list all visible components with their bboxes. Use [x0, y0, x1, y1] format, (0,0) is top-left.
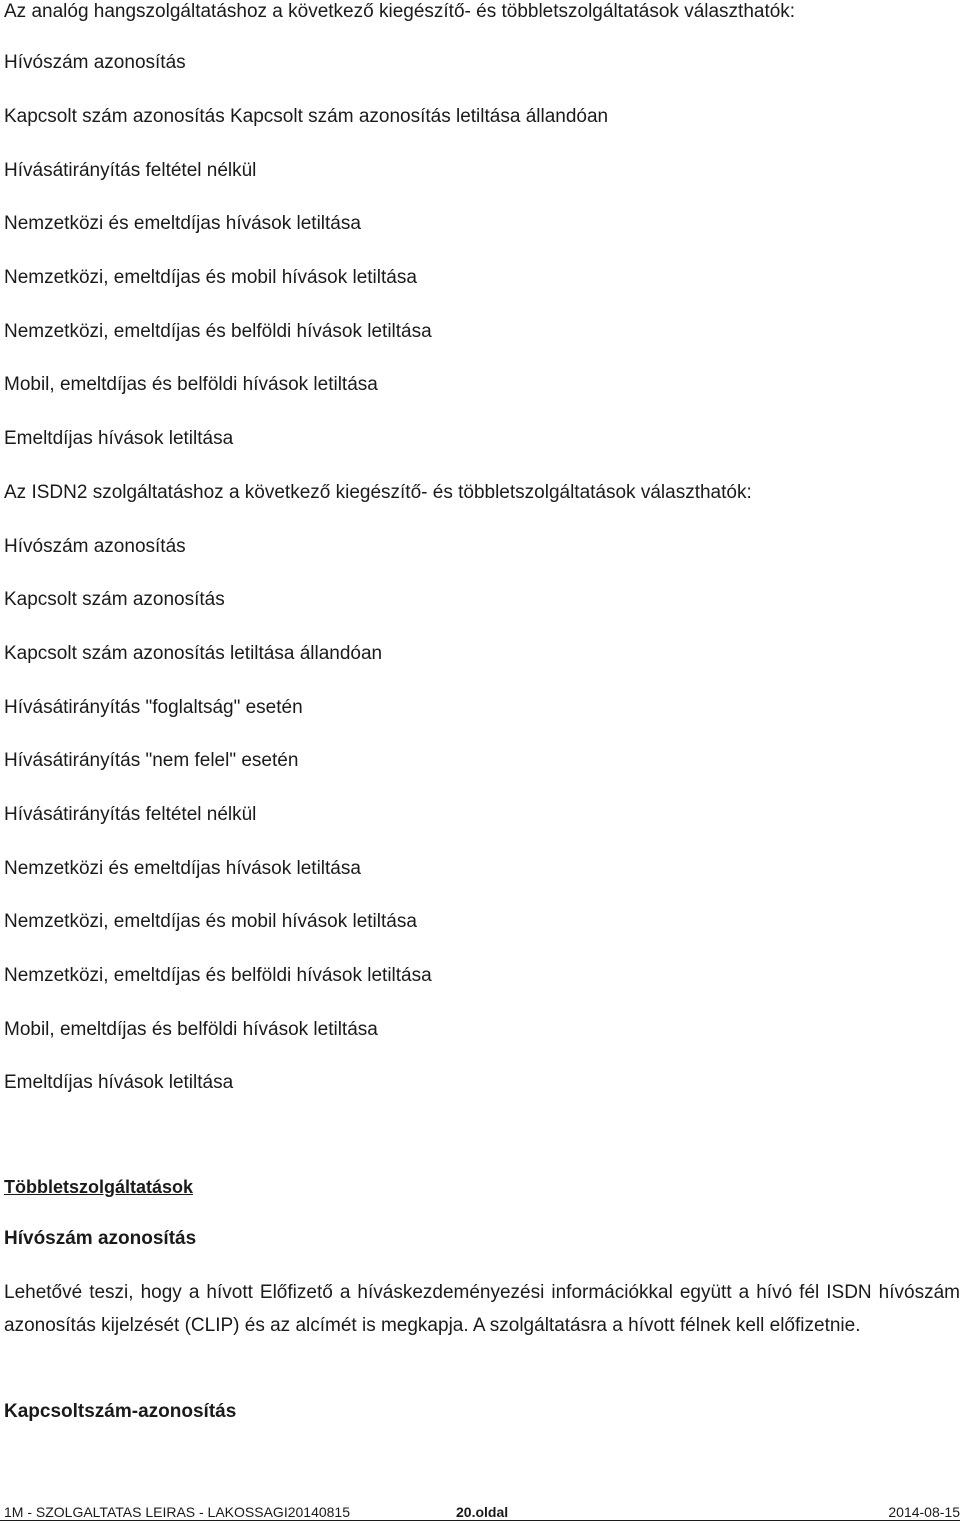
- footer-divider: [0, 1520, 960, 1521]
- footer-doc-id: 1M - SZOLGALTATAS LEIRAS - LAKOSSAGI20140815: [4, 1504, 350, 1520]
- list-item: Mobil, emeltdíjas és belföldi hívások letiltása: [4, 1019, 378, 1040]
- clip-paragraph: Lehetővé teszi, hogy a hívott Előfizető a híváskezdeményezési információkkal együtt a hívó fél ISDN hívószám azonosítás kijelzését (CLIP) és az alcímét is megkapja. A szolgáltatásra a hívott félnek kell előfizetnie.: [4, 1282, 960, 1336]
- clip-heading: Hívószám azonosítás: [4, 1228, 197, 1249]
- list-item: Hívásátirányítás feltétel nélkül: [4, 804, 257, 825]
- list-item: Nemzetközi, emeltdíjas és belföldi hívások letiltása: [4, 321, 432, 342]
- list-item: Nemzetközi, emeltdíjas és mobil hívások letiltása: [4, 911, 417, 932]
- list-item: Kapcsolt szám azonosítás: [4, 589, 225, 610]
- analog-intro: Az analóg hangszolgáltatáshoz a következő kiegészítő- és többletszolgáltatások választhatók:: [4, 1, 796, 22]
- list-item: Nemzetközi és emeltdíjas hívások letiltása: [4, 213, 361, 234]
- colp-heading: Kapcsoltszám-azonosítás: [4, 1401, 237, 1422]
- footer-date: 2014-08-15: [888, 1504, 960, 1520]
- list-item: Nemzetközi és emeltdíjas hívások letiltása: [4, 858, 361, 879]
- list-item: Hívásátirányítás "nem felel" esetén: [4, 750, 299, 771]
- list-item: Mobil, emeltdíjas és belföldi hívások letiltása: [4, 374, 378, 395]
- page-footer: [4, 1502, 960, 1522]
- isdn-intro: Az ISDN2 szolgáltatáshoz a következő kiegészítő- és többletszolgáltatások választhatók:: [4, 482, 752, 503]
- list-item: Kapcsolt szám azonosítás letiltása állandóan: [4, 643, 383, 664]
- list-item: Hívásátirányítás feltétel nélkül: [4, 160, 257, 181]
- footer-page-number: 20.oldal: [456, 1504, 509, 1520]
- list-item: Nemzetközi, emeltdíjas és belföldi hívások letiltása: [4, 965, 432, 986]
- list-item: Hívásátirányítás "foglaltság" esetén: [4, 697, 303, 718]
- list-item: Nemzetközi, emeltdíjas és mobil hívások letiltása: [4, 267, 417, 288]
- list-item: Hívószám azonosítás: [4, 536, 186, 557]
- list-item: Emeltdíjas hívások letiltása: [4, 428, 234, 449]
- list-item: Hívószám azonosítás: [4, 52, 186, 73]
- list-item: Emeltdíjas hívások letiltása: [4, 1072, 234, 1093]
- list-item: Kapcsolt szám azonosítás Kapcsolt szám azonosítás letiltása állandóan: [4, 106, 609, 127]
- section-title: Többletszolgáltatások: [4, 1177, 194, 1197]
